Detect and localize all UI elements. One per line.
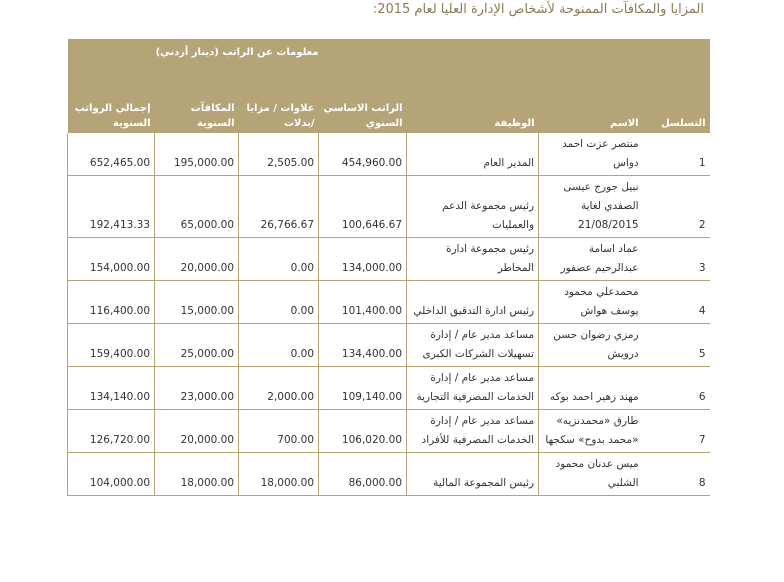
table-row: [68, 133, 710, 176]
cell-serial: 2: [643, 176, 710, 238]
table-header: [68, 39, 710, 133]
cell-name: عماد اسامة عبدالرحيم عصفور: [539, 238, 643, 281]
cell-allowances: 2,505.00: [239, 133, 319, 176]
cell-position: مساعد مدير عام / إدارة الخدمات المصرفية للأفراد: [407, 410, 539, 453]
cell-allowances: 2,000.00: [239, 367, 319, 410]
col-total: إجمالي الرواتب السنوية: [68, 75, 155, 133]
cell-serial: 5: [643, 324, 710, 367]
cell-allowances: 18,000.00: [239, 453, 319, 496]
table-row: [68, 281, 710, 324]
cell-serial: 8: [643, 453, 710, 496]
cell-serial: 3: [643, 238, 710, 281]
cell-basic-salary: 134,000.00: [319, 238, 407, 281]
cell-total: 154,000.00: [68, 238, 155, 281]
cell-serial: 1: [643, 133, 710, 176]
table-row: [68, 410, 710, 453]
salary-info-header: معلومات عن الراتب (دينار أردني): [68, 39, 407, 75]
cell-name: طارق «محمدنزيه» «محمد بدوح» سكجها: [539, 410, 643, 453]
cell-basic-salary: 454,960.00: [319, 133, 407, 176]
cell-name: مهند زهير احمد بوكه: [539, 367, 643, 410]
table-row: [68, 453, 710, 496]
cell-allowances: 26,766.67: [239, 176, 319, 238]
col-position: الوظيفة: [407, 75, 539, 133]
col-bonuses: المكافآت السنوية: [155, 75, 239, 133]
cell-bonuses: 15,000.00: [155, 281, 239, 324]
cell-bonuses: 195,000.00: [155, 133, 239, 176]
cell-basic-salary: 100,646.67: [319, 176, 407, 238]
cell-position: رئيس مجموعة الدعم والعمليات: [407, 176, 539, 238]
table-row: [68, 324, 710, 367]
cell-position: المدير العام: [407, 133, 539, 176]
cell-total: 104,000.00: [68, 453, 155, 496]
table-body: [68, 133, 710, 496]
cell-allowances: 700.00: [239, 410, 319, 453]
table-row: [68, 176, 710, 238]
cell-bonuses: 25,000.00: [155, 324, 239, 367]
cell-name: ميس عدنان محمود الشلبي: [539, 453, 643, 496]
cell-total: 116,400.00: [68, 281, 155, 324]
cell-position: رئيس مجموعة ادارة المخاطر: [407, 238, 539, 281]
cell-basic-salary: 109,140.00: [319, 367, 407, 410]
cell-bonuses: 20,000.00: [155, 410, 239, 453]
col-name: الاسم: [539, 75, 643, 133]
col-basic-salary: الراتب الاساسي السنوي: [319, 75, 407, 133]
cell-position: رئيس ادارة التدقيق الداخلي: [407, 281, 539, 324]
col-serial: التسلسل: [643, 75, 710, 133]
cell-bonuses: 65,000.00: [155, 176, 239, 238]
cell-serial: 6: [643, 367, 710, 410]
cell-total: 134,140.00: [68, 367, 155, 410]
cell-position: رئيس المجموعة المالية: [407, 453, 539, 496]
cell-bonuses: 20,000.00: [155, 238, 239, 281]
cell-allowances: 0.00: [239, 324, 319, 367]
cell-basic-salary: 106,020.00: [319, 410, 407, 453]
cell-name: رمزي رضوان حسن درويش: [539, 324, 643, 367]
cell-total: 126,720.00: [68, 410, 155, 453]
cell-bonuses: 23,000.00: [155, 367, 239, 410]
cell-name: منتصر عزت احمد دواس: [539, 133, 643, 176]
cell-basic-salary: 134,400.00: [319, 324, 407, 367]
cell-total: 652,465.00: [68, 133, 155, 176]
cell-name: نبيل جورج عيسى الصفدي لغاية 21/08/2015: [539, 176, 643, 238]
col-allowances: علاوات / مزايا /بدلات: [239, 75, 319, 133]
cell-basic-salary: 101,400.00: [319, 281, 407, 324]
page-title: المزايا والمكافآت الممنوحة لأشخاص الإدارة العليا لعام 2015:: [372, 2, 704, 17]
compensation-table: [67, 39, 709, 496]
cell-serial: 4: [643, 281, 710, 324]
table-row: [68, 238, 710, 281]
cell-bonuses: 18,000.00: [155, 453, 239, 496]
cell-total: 192,413.33: [68, 176, 155, 238]
cell-basic-salary: 86,000.00: [319, 453, 407, 496]
cell-serial: 7: [643, 410, 710, 453]
cell-allowances: 0.00: [239, 281, 319, 324]
cell-total: 159,400.00: [68, 324, 155, 367]
cell-position: مساعد مدير عام / إدارة تسهيلات الشركات الكبرى: [407, 324, 539, 367]
table-row: [68, 367, 710, 410]
cell-position: مساعد مدير عام / إدارة الخدمات المصرفية التجارية: [407, 367, 539, 410]
header-spacer: [407, 39, 710, 75]
cell-allowances: 0.00: [239, 238, 319, 281]
cell-name: محمدعلي محمود يوسف هواش: [539, 281, 643, 324]
